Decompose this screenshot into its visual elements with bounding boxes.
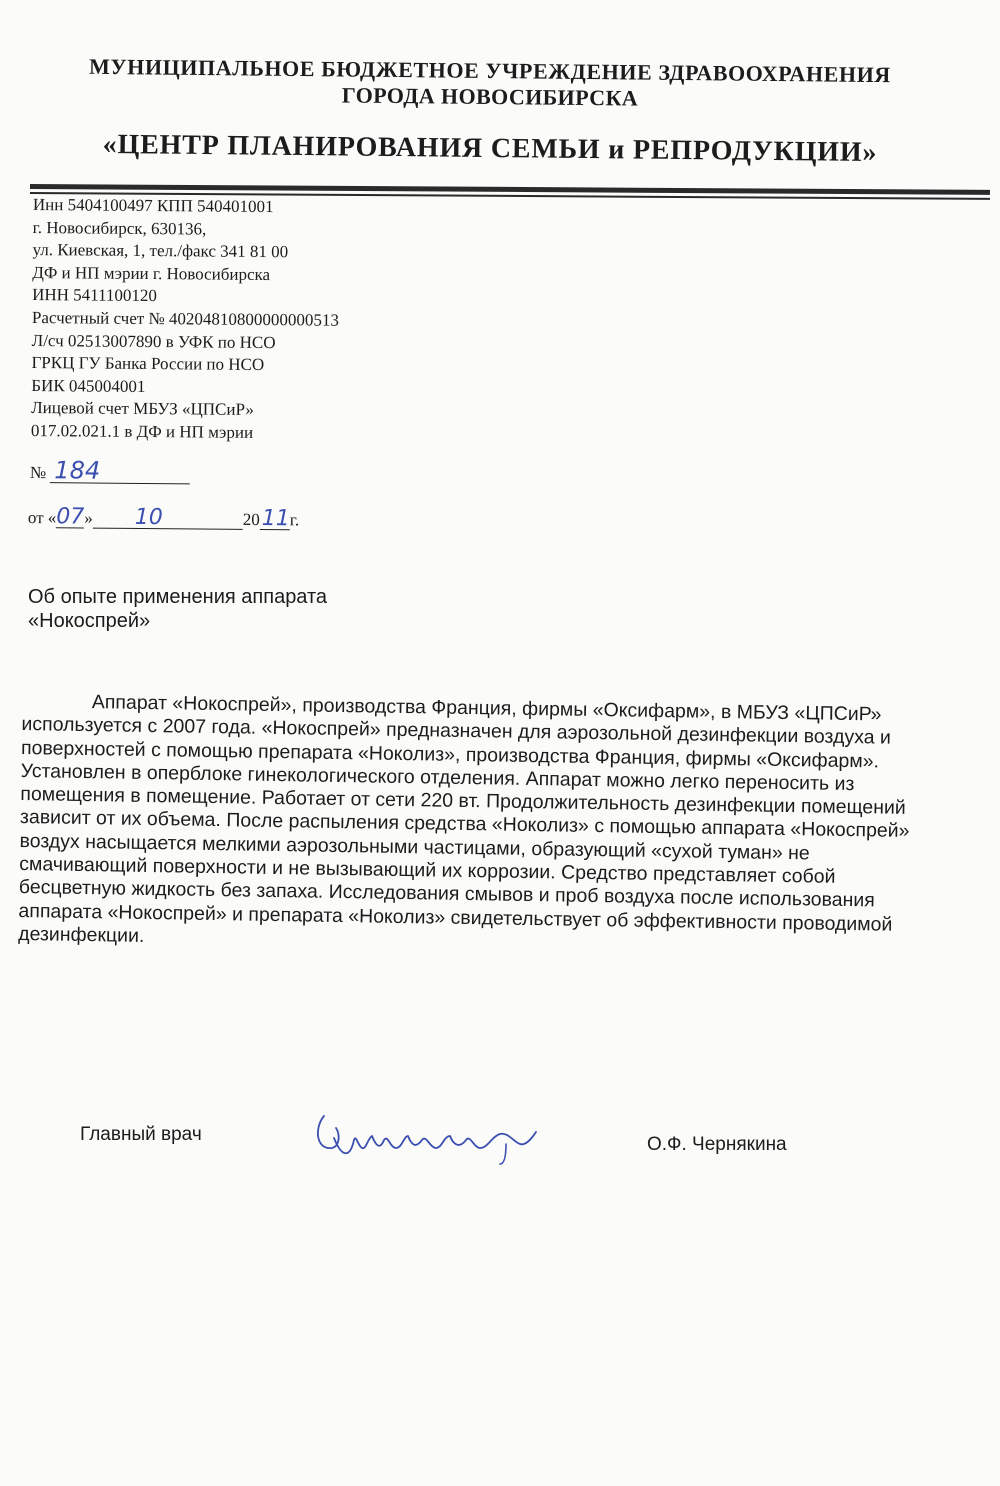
signatory-name: О.Ф. Чернякина (647, 1134, 787, 1155)
requisite-line: Расчетный счет № 40204810800000000513 (31, 307, 340, 330)
requisite-line: БИК 045004001 (31, 375, 146, 396)
requisite-line: Л/сч 02513007890 в УФК по НСО (31, 330, 276, 352)
document-number-row (30, 458, 191, 484)
org-header-line1: МУНИЦИПАЛЬНОЕ БЮДЖЕТНОЕ УЧРЕЖДЕНИЕ ЗДРАВООХРАНЕНИЯ (89, 53, 891, 88)
date-close-quote: » (84, 508, 93, 528)
date-year-prefix: 20 (242, 509, 260, 530)
date-month-value: 10 (134, 504, 163, 531)
requisite-line: Лицевой счет МБУЗ «ЦПСиР» (31, 398, 254, 420)
date-day-value: 07 (56, 504, 85, 530)
handwritten-signature (310, 1098, 550, 1168)
signatory-title: Главный врач (80, 1124, 202, 1145)
requisite-line: ГРКЦ ГУ Банка России по НСО (31, 353, 265, 375)
date-year-field (260, 507, 290, 530)
subject-line: «Нокоспрей» (28, 610, 151, 632)
subject-line: Об опыте применения аппарата (28, 586, 328, 608)
document-date-row (28, 505, 299, 530)
requisite-line: Инн 5404100497 КПП 540401001 (32, 194, 274, 217)
body-paragraph: Аппарат «Нокоспрей», производства Франция, фирмы «Оксифарм», в МБУЗ «ЦПСиР» используется с 2007 года. «Нокоспрей» предназначен для аэрозольной дезинфекции воздуха и поверхностей с помощью препарата «Ноколиз», производства Франция, фирмы «Оксифарм». Установлен в оперблоке гинекологического отделения. Аппарат можно легко переносить из помещения в помещение. Работает от сети 220 вт. Продолжительность дезинфекции помещений зависит от их объема. После распыления средства «Ноколиз» с помощью аппарата «Нокоспрей» воздух насыщается мелкими аэрозольными частицами, образующий «сухой туман» не смачивающий поверхности и не вызывающий их коррозии. Средство представляет собой бесцветную жидкость без запаха. Исследования смывов и проб воздуха после использования аппарата «Нокоспрей» и препарата «Ноколиз» свидетельствует об эффективности проводимой дезинфекции. (17, 691, 910, 947)
requisite-line: г. Новосибирск, 630136, (32, 217, 207, 239)
date-day-field (56, 505, 84, 528)
org-header-line2: ГОРОДА НОВОСИБИРСКА (341, 82, 639, 111)
requisite-line: ИНН 5411100120 (32, 285, 158, 306)
requisite-line: 017.02.021.1 в ДФ и НП мэрии (30, 420, 254, 442)
letter-subject (28, 585, 448, 633)
requisites-block (31, 194, 433, 446)
date-year-end: г. (289, 510, 300, 530)
document-number-value: 184 (54, 456, 101, 485)
date-year-value: 11 (261, 506, 290, 532)
date-month-field (93, 506, 243, 530)
org-name: «ЦЕНТР ПЛАНИРОВАНИЯ СЕМЬИ и РЕПРОДУКЦИИ» (102, 128, 878, 169)
letter-body (18, 690, 922, 960)
requisite-line: ул. Киевская, 1, тел./факс 341 81 00 (32, 240, 289, 262)
date-prefix: от « (27, 507, 57, 528)
requisite-line: ДФ и НП мэрии г. Новосибирска (32, 262, 271, 284)
number-sign: № (29, 462, 47, 483)
document-number-field (50, 458, 190, 484)
